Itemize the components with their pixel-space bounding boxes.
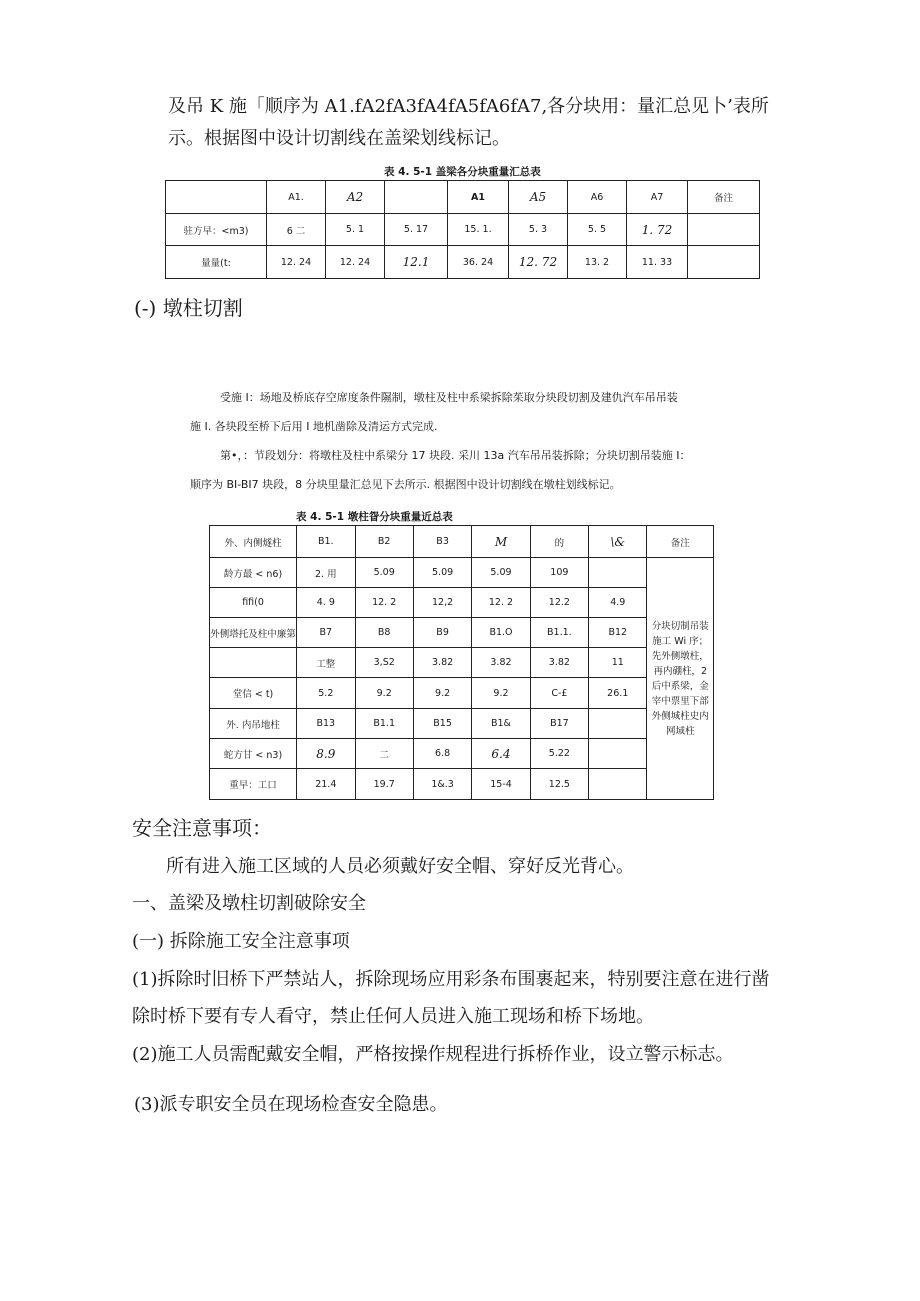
table-cell: 12. 24 bbox=[326, 246, 385, 279]
table-cell: 9.2 bbox=[413, 678, 471, 709]
table-cell: 二 bbox=[355, 739, 413, 769]
table-cell: B1.1 bbox=[355, 709, 413, 739]
table-cell: 5.09 bbox=[472, 558, 530, 588]
table-cell: 11 bbox=[589, 648, 647, 678]
table-row bbox=[210, 618, 714, 648]
table-row bbox=[210, 769, 714, 800]
table-cell: A5 bbox=[509, 181, 568, 214]
safety-item-2: (2)施工人员需配戴安全帽，严格按操作规程进行拆桥作业，设立警示标志。 bbox=[132, 1044, 734, 1065]
table-cell: A6 bbox=[568, 181, 627, 214]
table-cell: 龄方最 < n6) bbox=[210, 558, 297, 588]
table-cell: B1.O bbox=[472, 618, 530, 648]
table-cell: 外. 内吊地柱 bbox=[210, 709, 297, 739]
table-cell: 3.82 bbox=[530, 648, 588, 678]
table-row bbox=[166, 246, 760, 279]
table-cell: 3,S2 bbox=[355, 648, 413, 678]
table-cell: B8 bbox=[355, 618, 413, 648]
table-cell: 9.2 bbox=[355, 678, 413, 709]
table-cell: B1& bbox=[472, 709, 530, 739]
table-cell: A1. bbox=[267, 181, 326, 214]
table-cell: 6.8 bbox=[413, 739, 471, 769]
table-cell: B1.1. bbox=[530, 618, 588, 648]
table-cell: 19.7 bbox=[355, 769, 413, 800]
section1-title: (-) 墩柱切割 bbox=[134, 296, 243, 320]
table-cell: 备注 bbox=[688, 181, 760, 214]
table-cell bbox=[210, 648, 297, 678]
mid-para-line: 顺序为 BI-BI7 块段，8 分块里量汇总见下去所示. 根据图中设计切割线在墩柱划线标记。 bbox=[190, 478, 621, 491]
table2 bbox=[209, 525, 714, 800]
mid-para-line: 第•，：节段划分：将墩柱及柱中系梁分 17 块段. 采川 13a 汽车吊吊装拆除；分块切割吊装施 I： bbox=[220, 449, 691, 462]
table-cell: 量量(t: bbox=[166, 246, 267, 279]
table-row bbox=[166, 214, 760, 246]
table-cell: 15. 1. bbox=[448, 214, 509, 246]
table-cell: B1. bbox=[297, 526, 355, 558]
table-row bbox=[210, 678, 714, 709]
table-cell: 5. 3 bbox=[509, 214, 568, 246]
table-cell: 5. 17 bbox=[385, 214, 448, 246]
table-cell: 5.22 bbox=[530, 739, 588, 769]
safety-item-1-line1: (1)拆除时旧桥下严禁站人，拆除现场应用彩条布围裹起来，特别要注意在进行凿 bbox=[132, 969, 770, 990]
table-cell: B17 bbox=[530, 709, 588, 739]
table-cell: 36. 24 bbox=[448, 246, 509, 279]
safety-heading-1: 一、盖梁及墩柱切割破除安全 bbox=[132, 893, 366, 914]
table-cell: 12. 2 bbox=[472, 588, 530, 618]
table-cell: B7 bbox=[297, 618, 355, 648]
table-cell: 驻方早：<m3) bbox=[166, 214, 267, 246]
table1-caption: 表 4. 5-1 盖梁各分块重量汇总表 bbox=[384, 166, 541, 178]
table-row bbox=[210, 526, 714, 558]
table-row bbox=[210, 648, 714, 678]
table-cell: \& bbox=[589, 526, 647, 558]
table-cell: 3.82 bbox=[472, 648, 530, 678]
table-cell: 2. 用 bbox=[297, 558, 355, 588]
table2-note: 分块切制吊装施工 Wi 序；先外侧墩柱，再内硼柱，2 后中系梁，金宰中票里下部外侧城柱史内网域柱 bbox=[647, 558, 714, 800]
table-cell bbox=[589, 769, 647, 800]
table-cell: 109 bbox=[530, 558, 588, 588]
table-cell: 外侧塔托及柱中廉第 bbox=[210, 618, 297, 648]
table-cell: 外、内侧燧柱 bbox=[210, 526, 297, 558]
safety-item-3: (3)派专职安全员在现场检查安全隐患。 bbox=[134, 1094, 448, 1115]
table-cell: C-£ bbox=[530, 678, 588, 709]
table-row bbox=[210, 558, 714, 588]
table-cell bbox=[589, 739, 647, 769]
table-cell bbox=[166, 181, 267, 214]
table-cell: 3.82 bbox=[413, 648, 471, 678]
table-cell bbox=[589, 709, 647, 739]
table-cell: B15 bbox=[413, 709, 471, 739]
table-cell: 4. 9 bbox=[297, 588, 355, 618]
table-cell: 6.4 bbox=[472, 739, 530, 769]
safety-heading-2: (一) 拆除施工安全注意事项 bbox=[132, 931, 350, 952]
mid-para-line: 受施 I：场地及桥底存空席度条件隰制，墩柱及柱中系梁拆除茱取分块段切割及建仇汽车吊吊装 bbox=[220, 391, 678, 404]
table-cell: A7 bbox=[627, 181, 688, 214]
table-cell: 6 二 bbox=[267, 214, 326, 246]
table-row bbox=[210, 709, 714, 739]
table-cell: 1&.3 bbox=[413, 769, 471, 800]
table-cell: 13. 2 bbox=[568, 246, 627, 279]
table-cell: 12. 2 bbox=[355, 588, 413, 618]
table-cell: 12. 72 bbox=[509, 246, 568, 279]
table-cell: B3 bbox=[413, 526, 471, 558]
table-cell bbox=[589, 558, 647, 588]
table-cell: 15-4 bbox=[472, 769, 530, 800]
table-row bbox=[210, 588, 714, 618]
table-cell: 5. 1 bbox=[326, 214, 385, 246]
table-row bbox=[210, 739, 714, 769]
table-cell: 21.4 bbox=[297, 769, 355, 800]
table-cell: A1 bbox=[448, 181, 509, 214]
table-cell bbox=[688, 214, 760, 246]
safety-item-1-line2: 除时桥下要有专人看守，禁止任何人员进入施工现场和桥下场地。 bbox=[132, 1006, 654, 1027]
table-cell: 11. 33 bbox=[627, 246, 688, 279]
table-cell: B12 bbox=[589, 618, 647, 648]
table-cell: 5.09 bbox=[355, 558, 413, 588]
table-cell: 堂信 < t) bbox=[210, 678, 297, 709]
top-para-line2: 示。根据图中设计切割线在盖梁划线标记。 bbox=[168, 128, 510, 149]
table-cell: fifi(0 bbox=[210, 588, 297, 618]
table-cell: 9.2 bbox=[472, 678, 530, 709]
table-cell: 12.1 bbox=[385, 246, 448, 279]
table-cell: 1. 72 bbox=[627, 214, 688, 246]
table-cell: A2 bbox=[326, 181, 385, 214]
table-cell: 26.1 bbox=[589, 678, 647, 709]
table-cell: B13 bbox=[297, 709, 355, 739]
table-cell: 8.9 bbox=[297, 739, 355, 769]
table-cell: 备注 bbox=[647, 526, 714, 558]
safety-intro: 所有进入施工区域的人员必须戴好安全帽、穿好反光背心。 bbox=[166, 856, 634, 877]
table-cell: 4.9 bbox=[589, 588, 647, 618]
table-cell: M bbox=[472, 526, 530, 558]
table-cell: 的 bbox=[530, 526, 588, 558]
table2-caption: 表 4. 5-1 墩柱眢分块重量近总表 bbox=[296, 511, 453, 523]
table-cell: B9 bbox=[413, 618, 471, 648]
table-cell: 重早：工口 bbox=[210, 769, 297, 800]
table-cell: 蛇方甘 < n3) bbox=[210, 739, 297, 769]
table1 bbox=[165, 180, 760, 279]
table-cell: 12. 24 bbox=[267, 246, 326, 279]
table-cell: 5.09 bbox=[413, 558, 471, 588]
safety-title: 安全注意事项： bbox=[132, 816, 272, 840]
table-cell: 12.5 bbox=[530, 769, 588, 800]
table-row bbox=[166, 181, 760, 214]
table-cell: 5. 5 bbox=[568, 214, 627, 246]
table-cell: B2 bbox=[355, 526, 413, 558]
table-cell bbox=[385, 181, 448, 214]
table-cell: 工整 bbox=[297, 648, 355, 678]
table-cell: 12.2 bbox=[530, 588, 588, 618]
table-cell: 12,2 bbox=[413, 588, 471, 618]
top-para-line1: 及吊 K 施「顺序为 A1.fA2fA3fA4fA5fA6fA7,各分块用：量汇总见卜’表所 bbox=[168, 96, 769, 117]
table-cell bbox=[688, 246, 760, 279]
mid-para-line: 施 I. 各块段至桥下后用 I 地机凿除及清运方式完成. bbox=[190, 420, 438, 433]
table-cell: 5.2 bbox=[297, 678, 355, 709]
